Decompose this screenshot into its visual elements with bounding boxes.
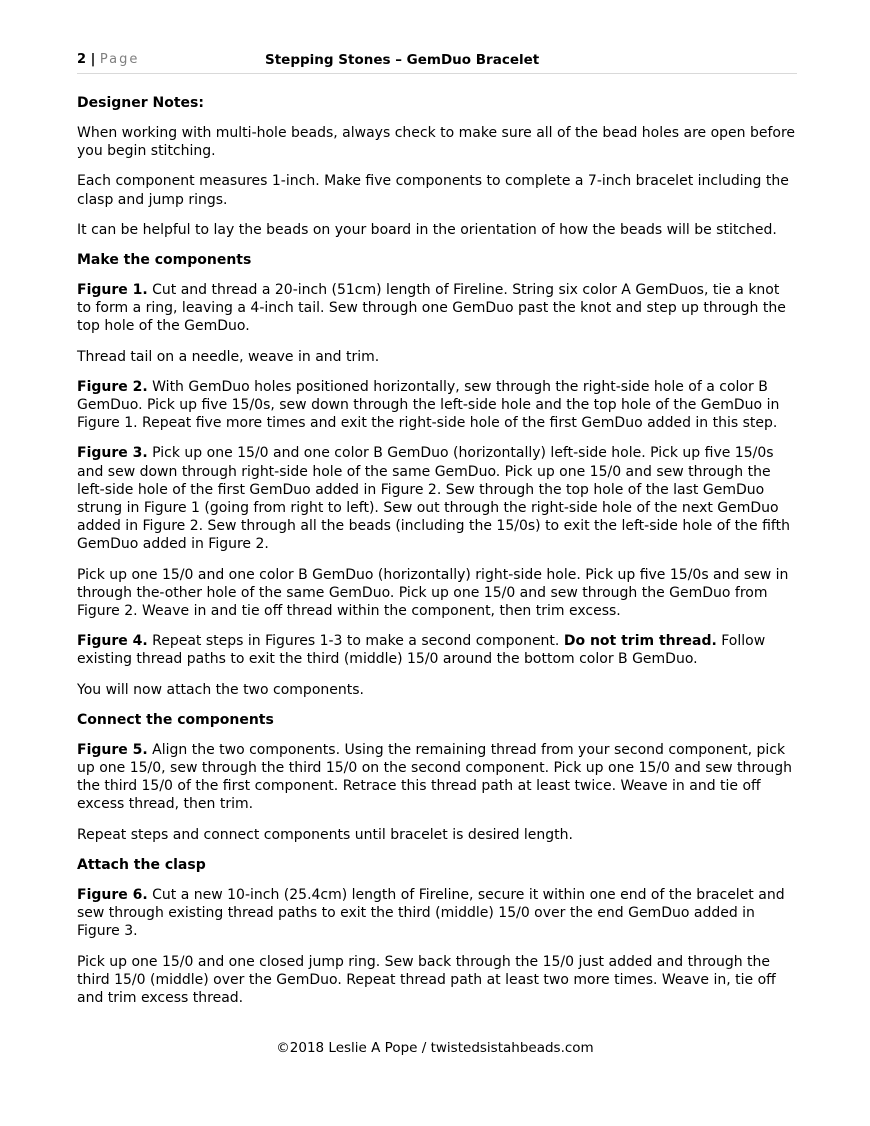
figure-3-paragraph bbox=[77, 444, 797, 553]
attach-clasp-heading: Attach the clasp bbox=[77, 856, 206, 873]
repeat-paragraph: Repeat steps and connect components until bracelet is desired length. bbox=[77, 826, 573, 843]
figure-3-label: Figure 3. bbox=[77, 445, 148, 462]
figure-3-text: Pick up one 15/0 and one color B GemDuo (horizontally) left-side hole. Pick up five 15/0s and sew down through right-side hole of the same GemDuo. Pick up one 15/0 and sew through the left-side hole of the first GemDuo added in Figure 2. Sew through the top hole of the last GemDuo strung in Figure 1 (going from right to left). Sew out through the right-side hole of the next GemDuo added in Figure 2. Sew through all the beads (including the 15/0s) to exit the left-side hole of the fifth GemDuo added in Figure 2. bbox=[77, 445, 790, 553]
designer-note-paragraph: It can be helpful to lay the beads on your board in the orientation of how the beads will be stitched. bbox=[77, 221, 777, 238]
page-number: 2 bbox=[77, 52, 87, 67]
figure-4-text-continued: Follow existing thread paths to exit the third (middle) 15/0 around the bottom color B GemDuo. bbox=[77, 633, 766, 668]
figure-1-paragraph bbox=[77, 281, 797, 336]
figure-3-continued-paragraph: Pick up one 15/0 and one color B GemDuo (horizontally) right-side hole. Pick up five 15/0s and sew in through the-other hole of the same GemDuo. Pick up one 15/0 and sew through the GemDuo from Figure 2. Weave in and tie off thread within the component, then trim excess. bbox=[77, 566, 789, 620]
figure-2-label: Figure 2. bbox=[77, 378, 148, 395]
make-components-heading: Make the components bbox=[77, 252, 252, 269]
page-header bbox=[77, 52, 797, 74]
tail-paragraph: Thread tail on a needle, weave in and trim. bbox=[77, 348, 380, 365]
figure-5-text: Align the two components. Using the remaining thread from your second component, pick up one 15/0, sew through the third 15/0 on the second component. Pick up one 15/0 and sew through the third 15/0 of the first component. Retrace this thread path at least twice. Weave in and tie off excess thread, then trim. bbox=[77, 741, 793, 813]
figure-5-paragraph bbox=[77, 741, 797, 814]
final-paragraph: Pick up one 15/0 and one closed jump ring. Sew back through the 15/0 just added and through the third 15/0 (middle) over the GemDuo. Repeat thread path at least two more times. Weave in, tie off and trim excess thread. bbox=[77, 953, 776, 1006]
figure-6-label: Figure 6. bbox=[77, 886, 148, 903]
figure-1-label: Figure 1. bbox=[77, 282, 148, 299]
page-separator: | bbox=[86, 52, 100, 67]
figure-4-label: Figure 4. bbox=[77, 633, 148, 650]
document-title: Stepping Stones – GemDuo Bracelet bbox=[265, 52, 540, 68]
document-page bbox=[77, 52, 797, 1019]
page-footer: ©2018 Leslie A Pope / twistedsistahbeads.com bbox=[276, 1040, 594, 1056]
figure-5-label: Figure 5. bbox=[77, 741, 148, 758]
page-content bbox=[77, 94, 797, 1007]
figure-1-text: Cut and thread a 20-inch (51cm) length of Fireline. String six color A GemDuos, tie a knot to form a ring, leaving a 4-inch tail. Sew through one GemDuo past the knot and step up through the top hole of the GemDuo. bbox=[77, 282, 786, 335]
figure-2-paragraph bbox=[77, 378, 797, 433]
figure-6-paragraph bbox=[77, 886, 797, 941]
figure-4-text: Repeat steps in Figures 1-3 to make a second component. bbox=[147, 633, 564, 650]
page-word: Page bbox=[99, 52, 140, 67]
figure-4-paragraph bbox=[77, 632, 797, 668]
figure-6-text: Cut a new 10-inch (25.4cm) length of Fireline, secure it within one end of the bracelet and sew through existing thread paths to exit the third (middle) 15/0 over the end GemDuo added in Figure 3. bbox=[77, 886, 785, 940]
figure-2-text: With GemDuo holes positioned horizontally, sew through the right-side hole of a color B GemDuo. Pick up five 15/0s, sew down through the left-side hole and the top hole of the GemDuo in Figure 1. Repeat five more times and exit the right-side hole of the first GemDuo added in this step. bbox=[77, 378, 780, 432]
designer-notes-heading: Designer Notes: bbox=[77, 95, 204, 111]
figure-4-warning: Do not trim thread. bbox=[563, 633, 717, 650]
designer-note-paragraph: Each component measures 1-inch. Make five components to complete a 7-inch bracelet including the clasp and jump rings. bbox=[77, 173, 789, 208]
attach-note-paragraph: You will now attach the two components. bbox=[77, 681, 364, 698]
connect-components-heading: Connect the components bbox=[77, 711, 274, 728]
designer-note-paragraph: When working with multi-hole beads, always check to make sure all of the bead holes are open before you begin stitching. bbox=[77, 125, 796, 160]
